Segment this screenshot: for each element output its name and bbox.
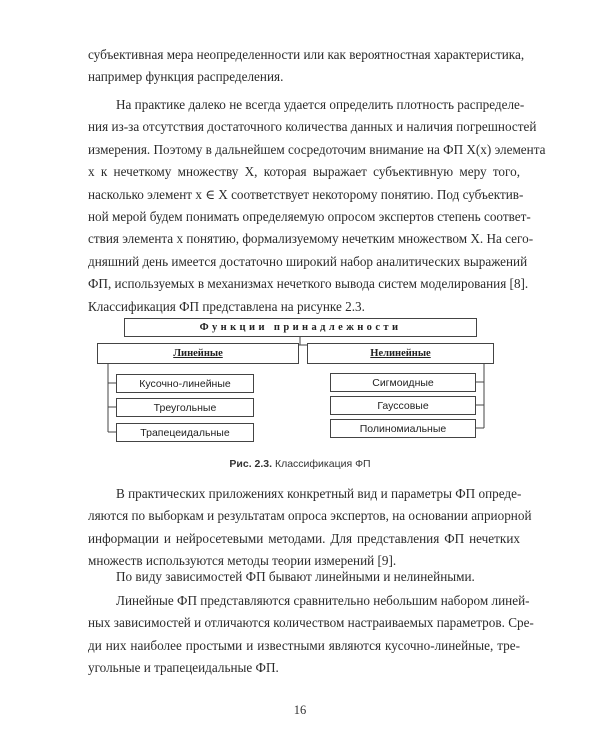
text-line: ния из-за отсутствия достаточного количества данных и наличия погрешностей [88, 119, 537, 135]
text-line: Классификация ФП представлена на рисунке 2.3. [88, 298, 365, 314]
text-line: ди них наиболее простыми и известными являются кусочно-линейные, тре- [88, 637, 520, 653]
gaussian-box: Гауссовые [330, 396, 476, 415]
polynomial-box: Полиномиальные [330, 419, 476, 438]
text-line: В практических приложениях конкретный вид и параметры ФП опреде- [116, 486, 522, 501]
diagram-title-box: Функции принадлежности [124, 318, 477, 337]
text-line: угольные и трапецеидальные ФП. [88, 660, 279, 676]
text-line: информации и нейросетевыми методами. Для представления ФП нечетких [88, 530, 520, 546]
text-line: насколько элемент x ∈ X соответствует некоторому понятию. Под субъектив- [88, 186, 524, 202]
nonlinear-category-label: Нелинейные [370, 348, 431, 359]
text-line: измерения. Поэтому в дальнейшем сосредоточим внимание на ФП X(x) элемента [88, 141, 546, 157]
trapezoidal-box: Трапецеидальные [116, 423, 254, 442]
text-line: ных зависимостей и отличаются количеством настраиваемых параметров. Сре- [88, 615, 534, 631]
figure-caption-text: Классификация ФП [272, 458, 371, 470]
text-line: ной мерой будем понимать определяемую опросом экспертов степень соответ- [88, 209, 531, 225]
linear-category-label: Линейные [173, 348, 223, 359]
nonlinear-category-box [307, 343, 494, 364]
text-line: дняшний день имеется достаточно широкий набор аналитических выражений [88, 253, 528, 269]
text-line: например функция распределения. [88, 69, 284, 85]
paragraph-types [88, 566, 520, 588]
piecewise-linear-box: Кусочно-линейные [116, 374, 254, 393]
text-line: x к нечеткому множеству X, которая выражает субъективную меру того, [88, 164, 520, 180]
page-number: 16 [293, 703, 307, 717]
text-line: Линейные ФП представляются сравнительно небольшим набором линей- [116, 593, 530, 608]
text-line: По виду зависимостей ФП бывают линейными и нелинейными. [116, 569, 475, 584]
text-line: ствия элемента x понятию, формализуемому нечетким множеством X. На сего- [88, 231, 534, 247]
sigmoid-box: Сигмоидные [330, 373, 476, 392]
text-line: множеств используются методы теории измерений [9]. [88, 553, 397, 569]
figure-caption [0, 458, 600, 470]
triangular-box: Треугольные [116, 398, 254, 417]
text-line: ФП, используемых в механизмах нечеткого вывода систем моделирования [8]. [88, 276, 529, 292]
text-line: субъективная мера неопределенности или как вероятностная характеристика, [88, 47, 525, 62]
figure-caption-label: Рис. 2.3. [229, 458, 273, 470]
text-line: ляются по выборкам и результатам опроса экспертов, на основании априорной [88, 508, 532, 524]
text-line: На практике далеко не всегда удается определить плотность распределе- [116, 97, 525, 112]
paragraph-membership-intro [88, 94, 546, 318]
paragraph-linear [88, 590, 534, 680]
linear-category-box [97, 343, 299, 364]
paragraph-continuation [88, 44, 525, 89]
paragraph-practical [88, 483, 532, 573]
